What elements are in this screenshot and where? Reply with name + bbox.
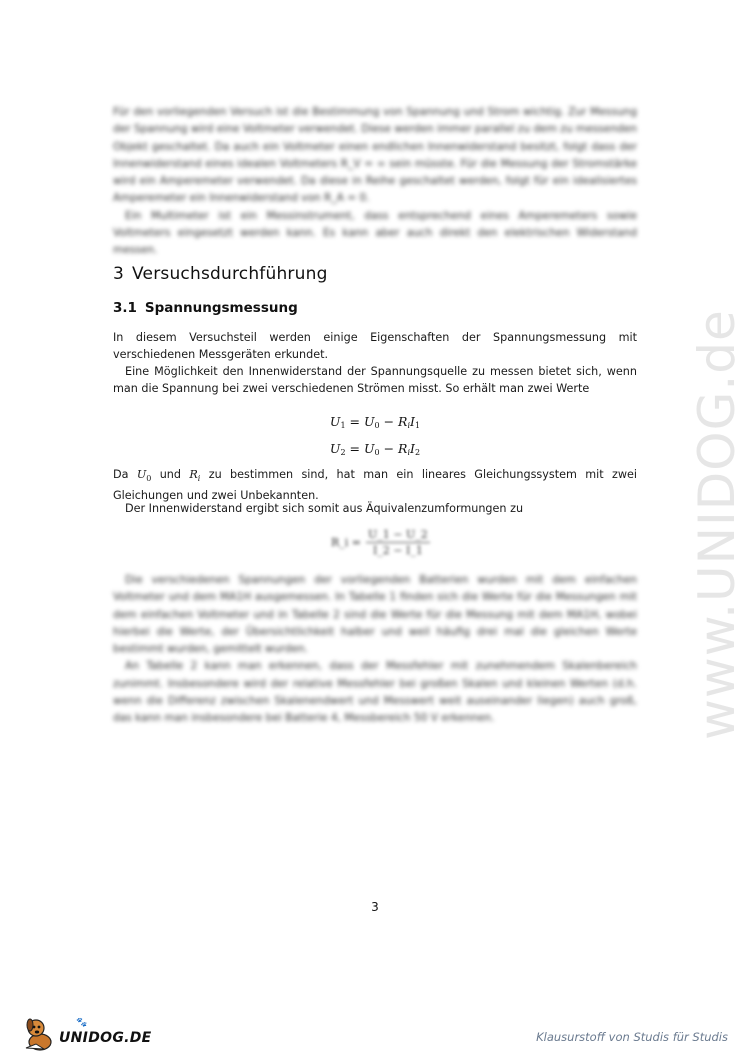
equation-1: $U_1 = U_0 - R_iI_1$ xyxy=(329,414,421,430)
intro-paragraph: Ein Multimeter ist ein Messinstrument, dass entsprechend eines Amperemeters sowie Voltmeters eingesetzt werden kann. Es kann aber auch direkt den elektrischen Widerstand messen. xyxy=(113,209,637,257)
subsection-title: Spannungsmessung xyxy=(144,300,298,316)
subsection-number: 3.1 xyxy=(113,300,137,316)
fraction-equation-blurred: R_i = $\frac{U\_1 - U\_2}{I\_2 - I\_1}$ xyxy=(331,528,428,557)
dog-mascot-icon xyxy=(22,1012,58,1052)
paragraph: Da $U_0$ und $R_i$ zu bestimmen sind, hat man ein lineares Gleichungssystem mit zwei Gleichungen und zwei Unbekannten. xyxy=(113,468,637,503)
footer-slogan: Klausurstoff von Studis für Studis xyxy=(536,1030,728,1044)
subsection-heading xyxy=(113,300,298,316)
outro-text-blurred xyxy=(113,572,637,728)
paragraph-text: Eine Möglichkeit den Innenwiderstand der Spannungsquelle zu messen bietet sich, wenn man die Spannung bei zwei verschiedenen Strömen misst. So erhält man zwei Werte xyxy=(113,365,637,396)
paragraph: In diesem Versuchsteil werden einige Eigenschaften der Spannungsmessung mit verschiedenen Messgeräten erkundet. xyxy=(113,331,637,362)
paragraph xyxy=(113,363,637,397)
intro-paragraph: Für den vorliegenden Versuch ist die Bestimmung von Spannung und Strom wichtig. Zur Messung der Spannung wird eine Voltmeter verwendet. Diese werden immer parallel zu dem zu messenden Objekt geschaltet. Da auch ein Voltmeter einen endlichen Innenwiderstand besitzt, folgt dass der Innenwiderstand eines idealen Voltmeters R_V = ∞ sein müsste. Für die Messung der Stromstärke wird ein Amperemeter verwendet. Da diese in Reihe geschaltet werden, folgt für ein idealisiertes Amperemeter ein Innenwiderstand von R_A = 0. xyxy=(113,106,637,205)
watermark: www.UNIDOG.de xyxy=(688,309,746,740)
page-number: 3 xyxy=(371,900,379,914)
section-title: Versuchsdurchführung xyxy=(132,264,328,284)
paragraph-text: Der Innenwiderstand ergibt sich somit aus Äquivalenzumformungen zu xyxy=(125,502,524,515)
section-number: 3 xyxy=(113,264,125,284)
paragraph xyxy=(113,500,637,517)
outro-paragraph: An Tabelle 2 kann man erkennen, dass der Messfehler mit zunehmendem Skalenbereich zunimmt. Insbesondere wird der relative Messfehler bei großen Skalen und kleinen Werten (d.h. wenn die Differenz zwischen Skalenendwert und Messwert weit auseinander liegen) auch groß, das kann man insbesondere bei Batterie 4, Messbereich 50 V erkennen. xyxy=(113,660,637,725)
section-heading xyxy=(113,264,328,284)
equation-2: $U_2 = U_0 - R_iI_2$ xyxy=(329,441,421,457)
outro-paragraph: Die verschiedenen Spannungen der vorliegenden Batterien wurden mit dem einfachen Voltmeter und dem MA1H ausgemessen. In Tabelle 1 finden sich die Werte für die Messungen mit dem einfachen Voltmeter und in Tabelle 2 sind die Werte für die Messung mit dem MA1H, wobei hierbei die Werte, der Übersichtlichkeit halber und weil häufig drei mal die gleichen Werte bestimmt wurden, gemittelt wurden. xyxy=(113,574,637,656)
intro-text-blurred xyxy=(113,104,637,260)
logo-text: UNIDOG.DE xyxy=(59,1030,152,1046)
paw-icon: 🐾 xyxy=(76,1018,88,1028)
